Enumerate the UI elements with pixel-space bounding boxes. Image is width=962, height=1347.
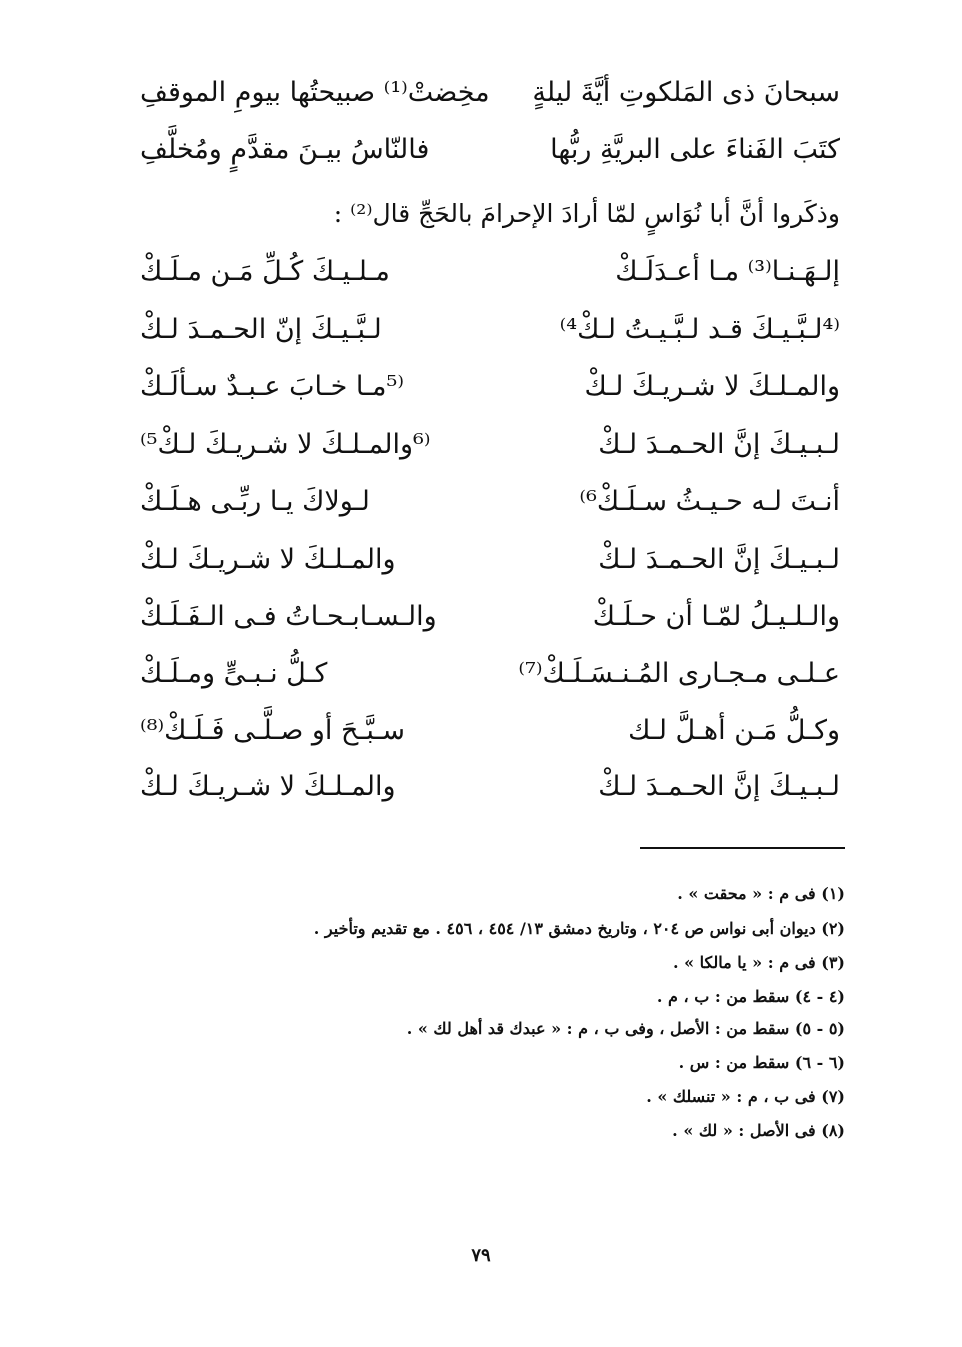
second-hemistich: فالنّاسُ بيـنَ مقدَّمٍ ومُخلَّفِ: [140, 134, 430, 165]
prose-paragraph: وذكَروا أنَّ أبا نُوَاسٍ لمّا أرادَ الإحرامَ بالحَجِّ قال⁽²⁾ :: [333, 199, 840, 228]
footnote: (٨) فى الأصل : « لك » .: [672, 1121, 845, 1140]
footnote: (٦ - ٦) سقط من : س .: [678, 1053, 845, 1072]
first-hemistich: وكـلُّ مَـن أهـلَّ لـك: [628, 715, 840, 746]
verse-line: [140, 73, 840, 113]
first-hemistich: سبحانَ ذى المَلكوتِ أيَّةَ ليلةٍ: [532, 77, 840, 108]
second-hemistich: لـبَّـيـكَ إنّ الحـمـدَ لـكْ: [140, 314, 382, 345]
footnote: (٤ - ٤) سقط من : ب ، م .: [656, 987, 845, 1006]
verse-line: [140, 597, 840, 637]
second-hemistich: كـلُّ نـبـىٍّ ومـلَـكْ: [140, 658, 328, 689]
first-hemistich: والـلـيـلُ لمّـا أن حـلَـكْ: [592, 601, 840, 632]
verse-line: [140, 482, 840, 522]
second-hemistich: والمـلـكَ لا شـريـكَ لـكْ: [140, 771, 396, 802]
footnote: (٧) فى ب ، م : « تنسلك » .: [646, 1087, 845, 1106]
page-number: ٧٩: [471, 1245, 491, 1266]
verse-line: [140, 767, 840, 807]
verse-line: [140, 367, 840, 407]
footnote: (٢) ديوان أبى نواس ص ٢٠٤ ، وتاريخ دمشق ١٣/ ٤٥٤ ، ٤٥٦ . مع تقديم وتأخير .: [313, 919, 845, 938]
first-hemistich: إلـهَـنـا⁽³⁾ مـا أعـدَلَـكْ: [615, 256, 840, 287]
verse-line: [140, 130, 840, 170]
second-hemistich: مخِضتْ⁽¹⁾ صبيحتُها بيومِ الموقفِ: [140, 77, 490, 108]
verse-line: [140, 540, 840, 580]
verse-line: [140, 711, 840, 751]
first-hemistich: لـبـيـكَ إنَّ الحـمـدَ لـكْ: [598, 771, 840, 802]
verse-line: [140, 252, 840, 292]
second-hemistich: ⁽⁶والمـلـكَ لا شـريـكَ لـكْ⁵⁾: [140, 429, 431, 460]
second-hemistich: سـبَّـحَ أو صـلَّـى فَـلَـكْ⁽⁸⁾: [140, 715, 406, 746]
footnote: (١) فى م : « محقت » .: [677, 884, 845, 903]
verse-line: [140, 654, 840, 694]
first-hemistich: عـلـى مـجـارى المُـنـسَـلَـكْ⁽⁷⁾: [518, 658, 840, 689]
first-hemistich: كتَبَ الفَناءَ على البريَّةِ ربُّها: [550, 134, 840, 165]
first-hemistich: ⁽⁴لـبَّـيـكَ قـد لـبَّـيـتُ لـكْ⁴⁾: [559, 314, 840, 345]
second-hemistich: لـولاكَ يـا ربِّـى هـلَـكْ: [140, 486, 370, 517]
second-hemistich: ⁽⁵مـا خـابَ عـبـدٌ سـألَـكْ: [140, 371, 404, 402]
first-hemistich: أنـتَ لـه حـيـثُ سـلَـكْ⁶⁾: [579, 486, 840, 517]
first-hemistich: لـبـيـكَ إنَّ الحـمـدَ لـكْ: [598, 429, 840, 460]
second-hemistich: والمـلـكَ لا شـريـكَ لـكْ: [140, 544, 396, 575]
first-hemistich: والمـلـكَ لا شـريـكَ لـكْ: [584, 371, 840, 402]
footnote: (٥ - ٥) سقط من : الأصل ، وفى ب ، م : « عبدك قد أهل لك » .: [406, 1019, 845, 1038]
verse-line: [140, 425, 840, 465]
footnote: (٣) فى م : « يا مالكا » .: [672, 953, 845, 972]
footnote-separator: [640, 847, 845, 849]
second-hemistich: والـسـابـحـاتُ فـى الـفَـلَـكْ: [140, 601, 437, 632]
first-hemistich: لـبـيـكَ إنَّ الحـمـدَ لـكْ: [598, 544, 840, 575]
verse-line: [140, 310, 840, 350]
second-hemistich: مـلـيـكَ كُـلِّ مَـن مـلَـكْ: [140, 256, 390, 287]
